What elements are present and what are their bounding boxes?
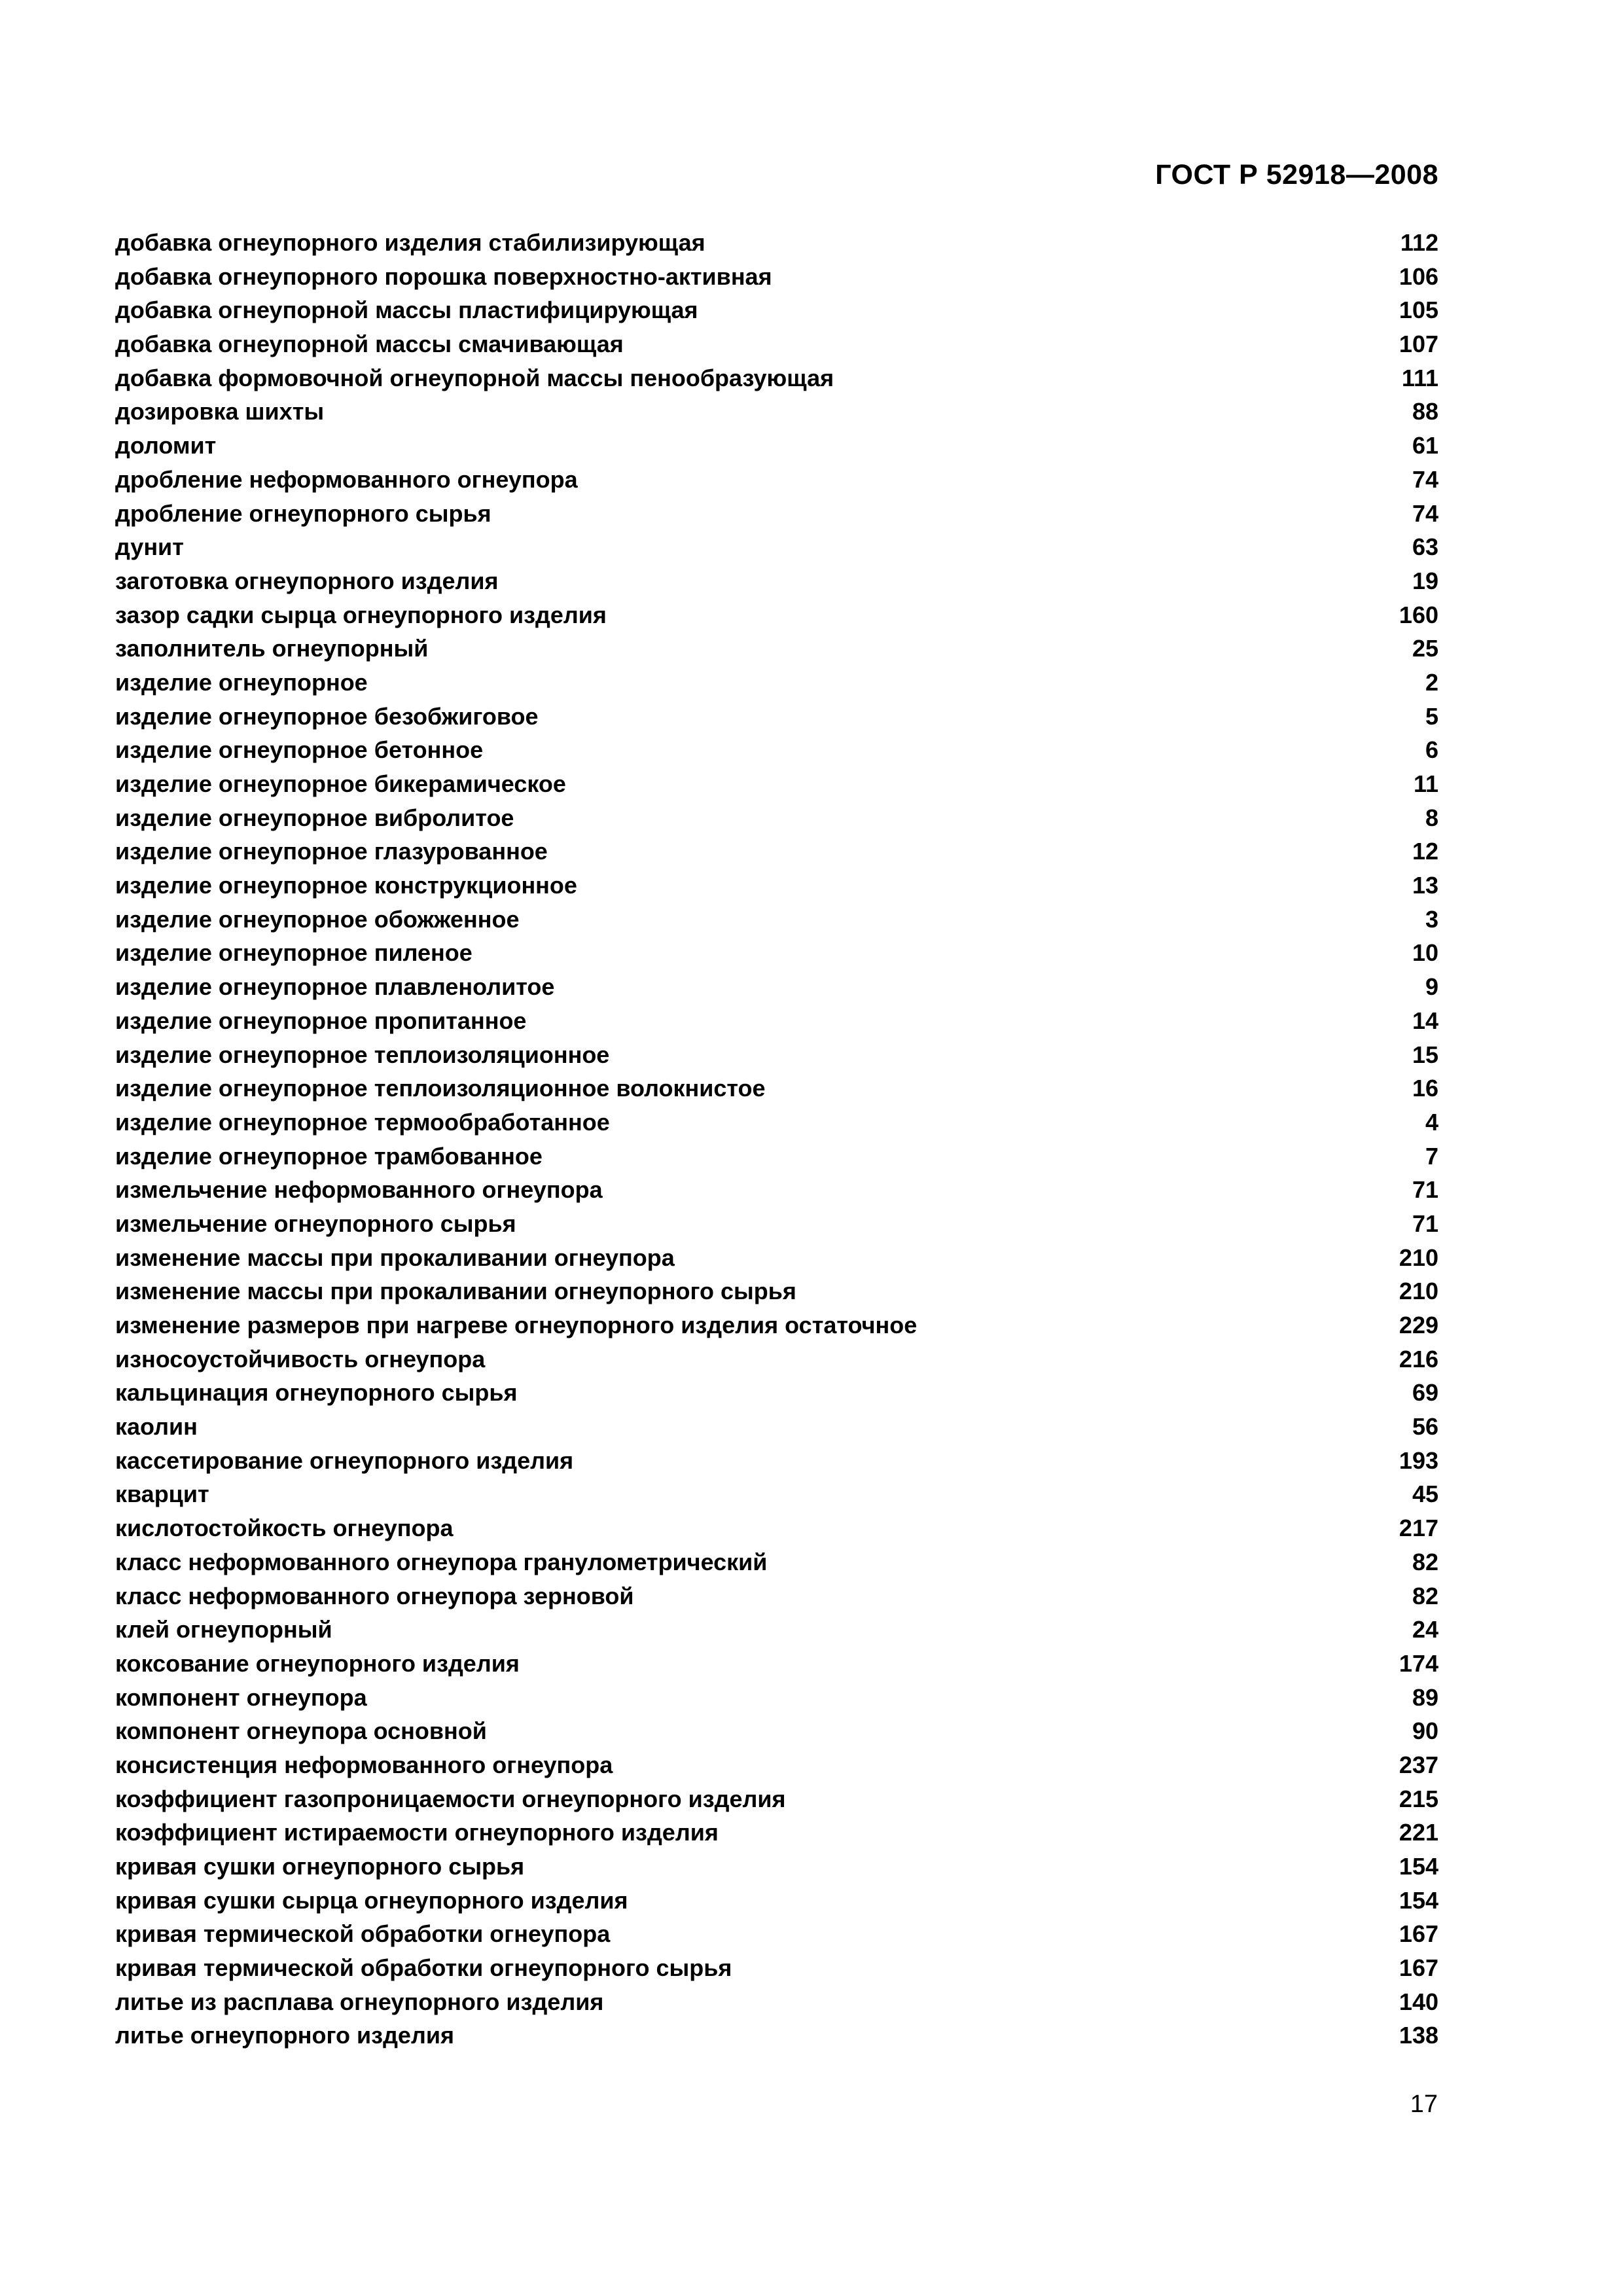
- index-term: изделие огнеупорное теплоизоляционное волокнистое: [115, 1075, 766, 1102]
- index-entry-number: 8: [1425, 804, 1438, 831]
- index-entry-number: 89: [1412, 1683, 1438, 1711]
- index-term: добавка огнеупорного порошка поверхностно-активная: [115, 262, 772, 290]
- index-term: доломит: [115, 432, 217, 459]
- index-term: кривая сушки огнеупорного сырья: [115, 1853, 525, 1880]
- index-entry: [115, 669, 1438, 703]
- index-entry: [115, 1887, 1438, 1921]
- index-term: кривая термической обработки огнеупора: [115, 1920, 611, 1948]
- index-term: заготовка огнеупорного изделия: [115, 567, 499, 594]
- index-term: изделие огнеупорное плавленолитое: [115, 973, 555, 1001]
- index-term: изменение массы при прокаливании огнеупора: [115, 1244, 675, 1271]
- index-entry: [115, 533, 1438, 567]
- index-entry-number: 2: [1425, 668, 1438, 696]
- index-entry-number: 82: [1412, 1582, 1438, 1609]
- index-term: дробление неформованного огнеупора: [115, 465, 578, 493]
- index-entry: [115, 906, 1438, 940]
- index-entry-number: 154: [1399, 1853, 1438, 1880]
- index-entry-number: 9: [1425, 973, 1438, 1001]
- index-entry-number: 45: [1412, 1480, 1438, 1508]
- index-term: кварцит: [115, 1480, 209, 1508]
- index-entry-number: 210: [1399, 1278, 1438, 1305]
- index-entry-number: 82: [1412, 1548, 1438, 1575]
- index-entry-number: 229: [1399, 1312, 1438, 1338]
- index-entry-number: 25: [1412, 635, 1438, 662]
- index-entry-number: 19: [1412, 567, 1438, 594]
- index-term: изделие огнеупорное безобжиговое: [115, 702, 539, 730]
- index-entry: [115, 872, 1438, 906]
- index-entry: [115, 601, 1438, 636]
- index-term: добавка огнеупорной массы смачивающая: [115, 331, 624, 358]
- index-entry: [115, 1176, 1438, 1210]
- index-entry-number: 5: [1425, 702, 1438, 730]
- index-entry-number: 4: [1425, 1108, 1438, 1136]
- index-entry-number: 160: [1399, 601, 1438, 628]
- index-term: добавка огнеупорного изделия стабилизирующая: [115, 229, 705, 256]
- index-entry: [115, 1278, 1438, 1312]
- index-term: дунит: [115, 533, 184, 561]
- index-entry: [115, 804, 1438, 838]
- index-entry: [115, 1549, 1438, 1583]
- index-entry-number: 217: [1399, 1515, 1438, 1542]
- index-term: изделие огнеупорное трамбованное: [115, 1142, 543, 1170]
- index-entry: [115, 1650, 1438, 1684]
- index-entry-number: 71: [1412, 1210, 1438, 1237]
- index-entry-number: 7: [1425, 1142, 1438, 1170]
- index-entry: [115, 1109, 1438, 1143]
- index-term: коксование огнеупорного изделия: [115, 1649, 520, 1677]
- index-term: изделие огнеупорное теплоизоляционное: [115, 1041, 610, 1068]
- index-entry-number: 13: [1412, 872, 1438, 899]
- index-entry-number: 12: [1412, 838, 1438, 865]
- index-entry: [115, 1041, 1438, 1075]
- index-term: добавка огнеупорной массы пластифицирующая: [115, 296, 698, 324]
- index-entry-number: 16: [1412, 1075, 1438, 1102]
- index-entry: [115, 1853, 1438, 1887]
- index-entry-number: 61: [1412, 432, 1438, 459]
- index-entry-number: 138: [1399, 2022, 1438, 2049]
- index-entry: [115, 466, 1438, 500]
- index-entry-number: 174: [1399, 1649, 1438, 1677]
- index-entry: [115, 365, 1438, 399]
- index-term: клей огнеупорный: [115, 1616, 332, 1643]
- index-entry: [115, 1751, 1438, 1785]
- index-entry-number: 10: [1412, 939, 1438, 967]
- index-term: изделие огнеупорное: [115, 668, 368, 696]
- index-term: кривая термической обработки огнеупорного сырья: [115, 1954, 732, 1982]
- index-entry: [115, 1210, 1438, 1244]
- index-term: изделие огнеупорное бикерамическое: [115, 770, 566, 797]
- index-entry: [115, 770, 1438, 804]
- index-entry: [115, 398, 1438, 432]
- index-term: изделие огнеупорное пиленое: [115, 939, 473, 967]
- index-entry: [115, 1413, 1438, 1447]
- index-entry-number: 63: [1412, 533, 1438, 561]
- index-term: кальцинация огнеупорного сырья: [115, 1379, 518, 1407]
- index-term: изделие огнеупорное бетонное: [115, 736, 484, 764]
- index-entry: [115, 838, 1438, 872]
- index-term: литье огнеупорного изделия: [115, 2022, 454, 2049]
- index-entry: [115, 1583, 1438, 1617]
- index-entry: [115, 500, 1438, 534]
- index-entry: [115, 703, 1438, 737]
- index-term: дробление огнеупорного сырья: [115, 499, 491, 527]
- index-entry-number: 112: [1400, 229, 1438, 256]
- index-term: изделие огнеупорное термообработанное: [115, 1108, 610, 1136]
- index-entry-number: 15: [1412, 1041, 1438, 1068]
- index-term: класс неформованного огнеупора гранулометрический: [115, 1548, 768, 1575]
- index-entry-number: 71: [1412, 1176, 1438, 1204]
- index-entry: [115, 1379, 1438, 1413]
- index-entry: [115, 1684, 1438, 1718]
- index-term: зазор садки сырца огнеупорного изделия: [115, 601, 607, 628]
- index-entry-number: 221: [1399, 1819, 1438, 1846]
- index-entry-number: 111: [1401, 364, 1438, 391]
- index-entry-number: 140: [1399, 1988, 1438, 2015]
- index-entry-number: 216: [1399, 1345, 1438, 1372]
- document-header: ГОСТ Р 52918—2008: [1155, 159, 1438, 190]
- index-entry-number: 237: [1399, 1751, 1438, 1778]
- index-entry: [115, 567, 1438, 601]
- index-term: дозировка шихты: [115, 398, 325, 425]
- index-term: класс неформованного огнеупора зерновой: [115, 1582, 634, 1609]
- index-term: компонент огнеупора основной: [115, 1717, 487, 1745]
- index-entry-number: 210: [1399, 1244, 1438, 1271]
- index-entry-number: 24: [1412, 1616, 1438, 1643]
- index-entry: [115, 229, 1438, 263]
- index-entry: [115, 1988, 1438, 2022]
- index-entry: [115, 1717, 1438, 1751]
- index-entry: [115, 1143, 1438, 1177]
- index-entry-number: 74: [1412, 499, 1438, 527]
- index-entry: [115, 263, 1438, 297]
- index-entry: [115, 939, 1438, 973]
- index-entry: [115, 973, 1438, 1007]
- index-entry-number: 215: [1399, 1785, 1438, 1812]
- index-term: кривая сушки сырца огнеупорного изделия: [115, 1886, 628, 1914]
- index-entry-number: 90: [1412, 1717, 1438, 1745]
- index-entry: [115, 736, 1438, 770]
- index-term: кислотостойкость огнеупора: [115, 1515, 454, 1542]
- index-term: компонент огнеупора: [115, 1683, 367, 1711]
- index-term: измельчение неформованного огнеупора: [115, 1176, 603, 1204]
- index-entry-number: 107: [1399, 331, 1438, 358]
- index-entry: [115, 2022, 1438, 2056]
- index-term: литье из расплава огнеупорного изделия: [115, 1988, 604, 2015]
- index-entry: [115, 635, 1438, 669]
- index-entry-number: 154: [1399, 1886, 1438, 1914]
- index-entry-number: 56: [1412, 1413, 1438, 1441]
- index-entry-number: 6: [1425, 736, 1438, 764]
- index-term: добавка формовочной огнеупорной массы пенообразующая: [115, 364, 834, 391]
- index-entry: [115, 432, 1438, 466]
- index-entry: [115, 1480, 1438, 1515]
- index-entry-number: 105: [1399, 296, 1438, 324]
- index-entry: [115, 1447, 1438, 1481]
- index-term: коэффициент истираемости огнеупорного изделия: [115, 1819, 719, 1846]
- index-entry-number: 193: [1399, 1446, 1438, 1474]
- index-term: кассетирование огнеупорного изделия: [115, 1446, 574, 1474]
- index-term: измельчение огнеупорного сырья: [115, 1210, 516, 1237]
- index-entry-number: 88: [1412, 398, 1438, 425]
- index-entry: [115, 296, 1438, 331]
- index-term: изделие огнеупорное пропитанное: [115, 1007, 527, 1034]
- index-entry: [115, 1515, 1438, 1549]
- term-index-list: [115, 229, 1438, 2056]
- index-entry: [115, 1346, 1438, 1380]
- index-term: консистенция неформованного огнеупора: [115, 1751, 613, 1778]
- index-entry: [115, 331, 1438, 365]
- index-entry-number: 167: [1399, 1954, 1438, 1982]
- index-term: изделие огнеупорное вибролитое: [115, 804, 514, 831]
- index-term: изделие огнеупорное глазурованное: [115, 838, 548, 865]
- index-entry: [115, 1244, 1438, 1278]
- index-entry-number: 14: [1412, 1007, 1438, 1034]
- index-entry: [115, 1007, 1438, 1041]
- index-term: изделие огнеупорное обожженное: [115, 905, 520, 933]
- index-term: износоустойчивость огнеупора: [115, 1345, 486, 1372]
- index-entry-number: 106: [1399, 262, 1438, 290]
- index-entry-number: 74: [1412, 465, 1438, 493]
- index-entry: [115, 1075, 1438, 1109]
- index-entry: [115, 1616, 1438, 1650]
- index-term: коэффициент газопроницаемости огнеупорного изделия: [115, 1785, 786, 1812]
- index-entry-number: 167: [1399, 1920, 1438, 1948]
- index-entry: [115, 1954, 1438, 1988]
- index-term: заполнитель огнеупорный: [115, 635, 429, 662]
- index-entry-number: 69: [1412, 1379, 1438, 1407]
- index-entry-number: 11: [1413, 770, 1438, 797]
- index-entry: [115, 1819, 1438, 1853]
- index-entry-number: 3: [1425, 905, 1438, 933]
- index-term: изменение массы при прокаливании огнеупорного сырья: [115, 1278, 796, 1305]
- index-entry: [115, 1785, 1438, 1820]
- index-entry: [115, 1920, 1438, 1954]
- index-term: изделие огнеупорное конструкционное: [115, 872, 577, 899]
- index-entry: [115, 1312, 1438, 1346]
- index-term: изменение размеров при нагреве огнеупорного изделия остаточное: [115, 1312, 918, 1338]
- index-term: каолин: [115, 1413, 198, 1441]
- page-number: 17: [1410, 2090, 1438, 2118]
